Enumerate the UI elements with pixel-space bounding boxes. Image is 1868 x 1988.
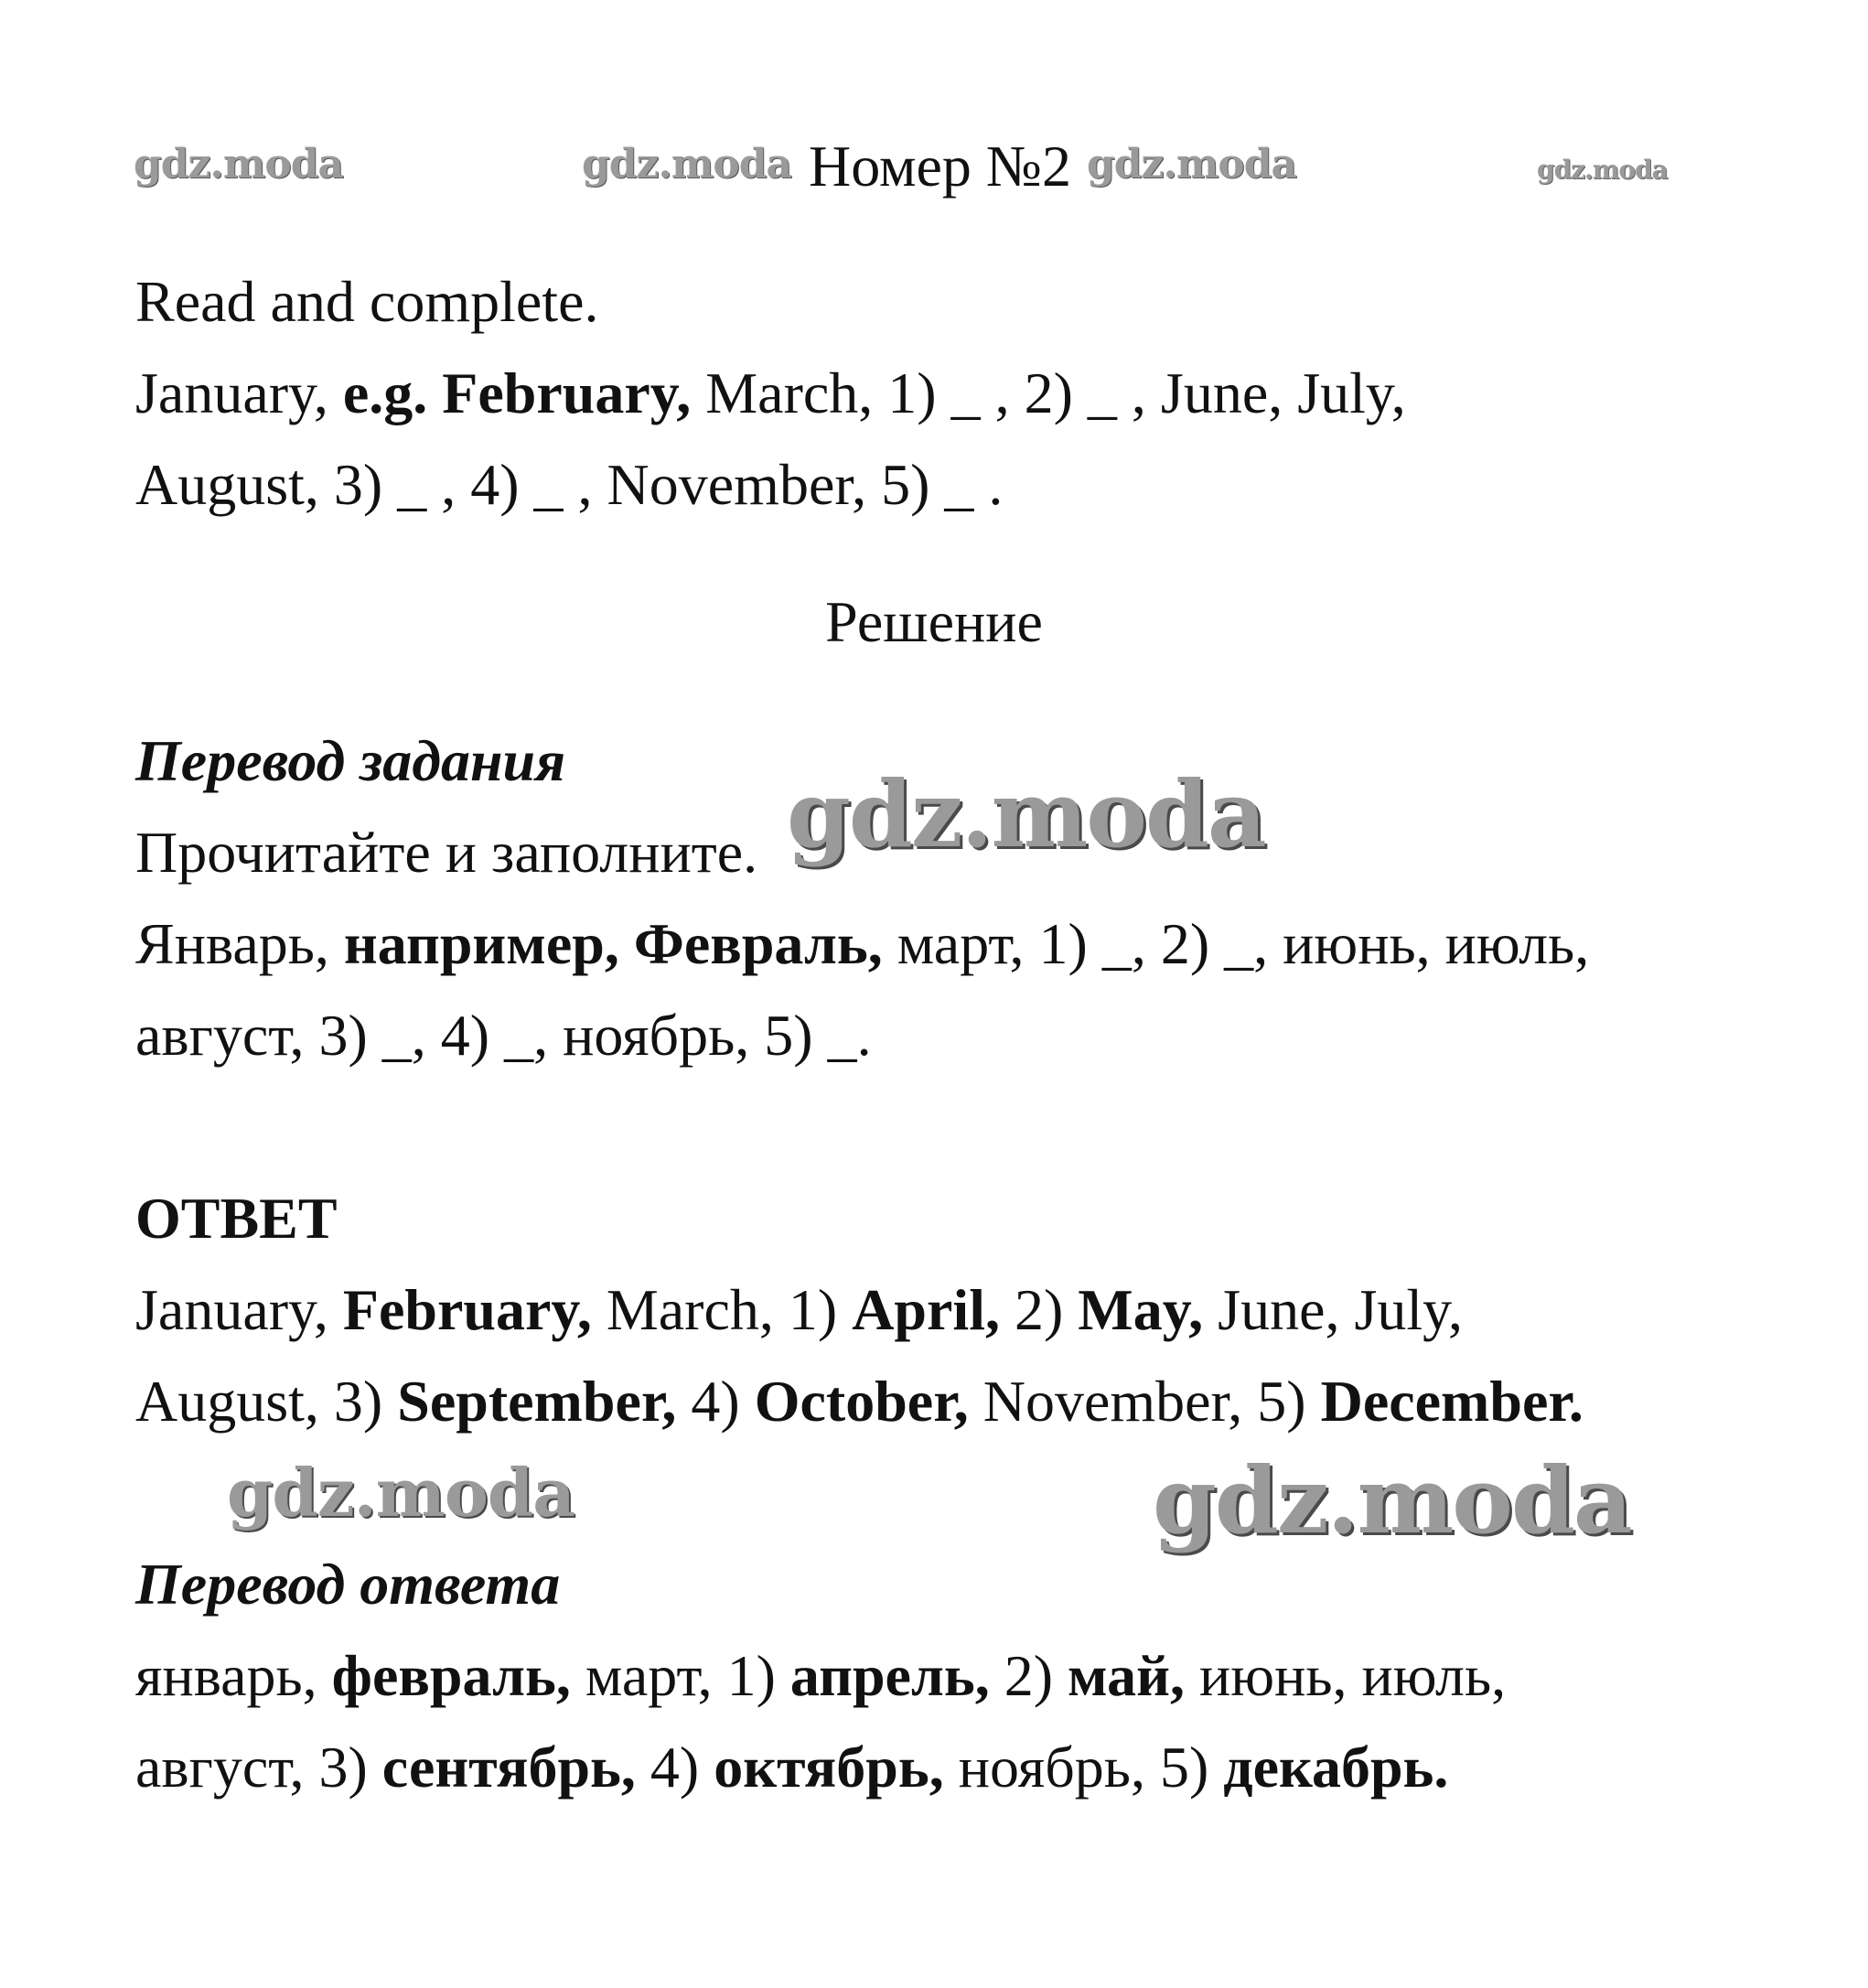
answer-heading: ОТВЕТ (135, 1186, 338, 1251)
task-translation-heading: Перевод задания (135, 728, 566, 793)
task-translation-line-1: Январь, например, Февраль, март, 1) _, 2) _, июнь, июль, (135, 911, 1590, 976)
watermark-logo: gdz.moda (1087, 141, 1297, 188)
solution-label: Решение (825, 589, 1043, 654)
answer-translation-heading: Перевод ответа (135, 1552, 561, 1617)
watermark-logo: gdz.moda (1537, 155, 1668, 185)
answer-line-1: January, February, March, 1) April, 2) May, June, July, (135, 1277, 1463, 1342)
task-line-2: August, 3) _ , 4) _ , November, 5) _ . (135, 452, 1004, 517)
task-translation-line-2: август, 3) _, 4) _, ноябрь, 5) _. (135, 1003, 872, 1068)
watermark-logo: gdz.moda (1153, 1446, 1631, 1554)
task-instruction: Read and complete. (135, 269, 599, 334)
answer-translation-line-2: август, 3) сентябрь, 4) октябрь, ноябрь, 5) декабрь. (135, 1735, 1449, 1800)
answer-translation-line-1: январь, февраль, март, 1) апрель, 2) май, июнь, июль, (135, 1643, 1507, 1708)
task-line-1: January, e.g. February, March, 1) _ , 2) _ , June, July, (135, 360, 1406, 425)
page-title: Номер №2 (809, 134, 1071, 199)
watermark-logo: gdz.moda (582, 141, 792, 188)
watermark-logo: gdz.moda (134, 141, 344, 188)
task-translation-instruction: Прочитайте и заполните. (135, 820, 758, 885)
answer-line-2: August, 3) September, 4) October, November, 5) December. (135, 1369, 1584, 1434)
watermark-logo: gdz.moda (227, 1454, 574, 1531)
watermark-logo: gdz.moda (787, 760, 1265, 868)
